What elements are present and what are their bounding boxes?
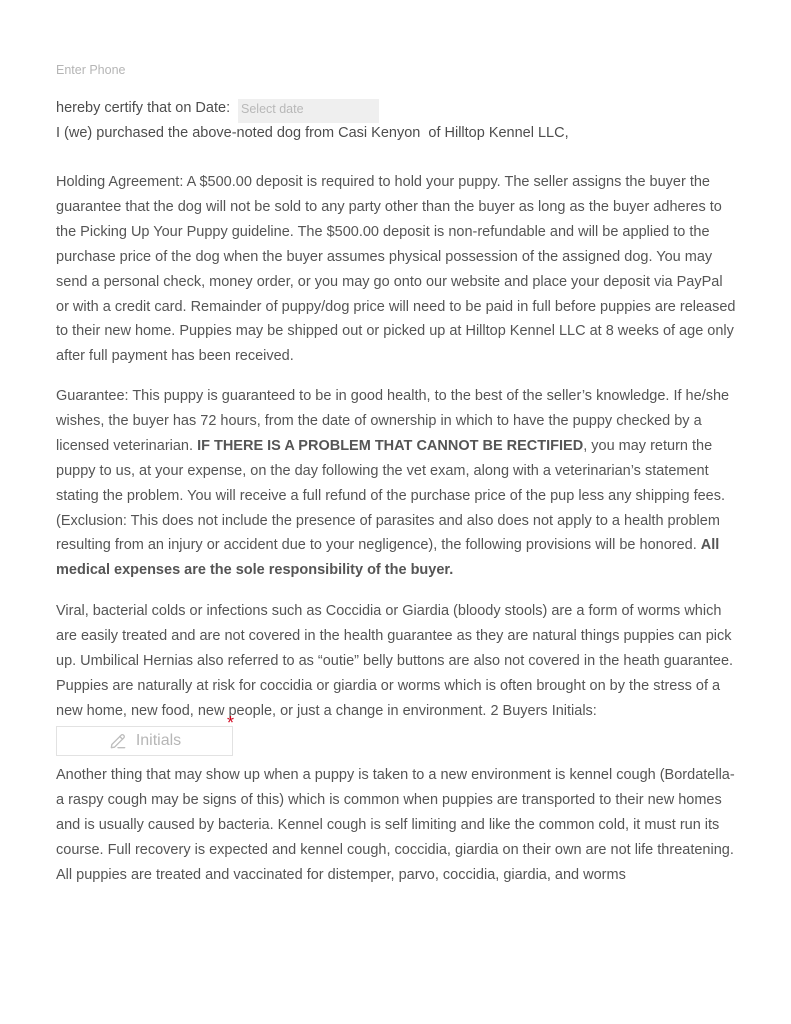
guarantee-bold-rectified: IF THERE IS A PROBLEM THAT CANNOT BE RECTIFIED [197,437,584,454]
date-picker-field[interactable]: Select date [238,99,379,123]
pen-icon [108,731,128,751]
guarantee-text-part-2: , you may return the puppy to us, at your expense, on the day following the vet exam, along with a veterinarian’s statement stating the problem. You will receive a full refund of the purchase price of the pup less any shipping fees. (Exclusion: This does not include the presence of parasites and also does not apply to a health problem resulting from an injury or accident due to your negligence), the following provisions will be honored. [56,437,726,554]
kennel-cough-paragraph: Another thing that may show up when a puppy is taken to a new environment is kennel cough (Bordatella- a raspy cough may be signs of this) which is common when puppies are transported to their new homes and is usually caused by bacteria. Kennel cough is self limiting and like the common cold, it must run its course. Full recovery is expected and kennel cough, coccidia, giardia on their own are not life threatening. All puppies are treated and vaccinated for distemper, parvo, coccidia, giardia, and worms [56,767,735,883]
holding-agreement-paragraph: Holding Agreement: A $500.00 deposit is required to hold your puppy. The seller assigns the buyer the guarantee that the dog will not be sold to any party other than the buyer as long as the buyer adheres to the Picking Up Your Puppy guideline. The $500.00 deposit is non-refundable and will be applied to the purchase price of the dog when the buyer assumes physical possession of the assigned dog. You may send a personal check, money order, or you may go onto our website and place your deposit via PayPal or with a credit card. Remainder of puppy/dog price will need to be paid in full before puppies are released to their new home. Puppies may be shipped out or picked up at Hilltop Kennel LLC at 8 weeks of age only after full payment has been received. [56,174,736,365]
buyer-initials-field[interactable] [56,726,233,756]
initials-placeholder: Initials [135,732,182,749]
phone-field[interactable]: Enter Phone [56,63,126,77]
required-asterisk: * [227,713,235,733]
guarantee-text-part-1: Guarantee: This puppy is guaranteed to be in good health, to the best of the seller’s knowledge. If he/she wishes, the buyer has 72 hours, from the date of ownership in which to have the puppy checked by a licensed veterinarian. [56,388,730,454]
guarantee-paragraph [56,384,736,583]
purchase-statement: I (we) purchased the above-noted dog from Casi Kenyon of Hilltop Kennel LLC, [56,125,569,141]
viral-infections-paragraph: Viral, bacterial colds or infections such as Coccidia or Giardia (bloody stools) are a form of worms which are easily treated and are not covered in the health guarantee as they are natural things puppies can pick up. Umbilical Hernias also referred to as “outie” belly buttons are also not covered in the heath guarantee. Puppies are naturally at risk for coccidia or giardia or worms which is often brought on by the stress of a new home, new food, new people, or just a change in environment. 2 Buyers Initials: [56,603,734,719]
guarantee-bold-medical-expenses: All medical expenses are the sole responsibility of the buyer. [56,537,720,579]
certify-date-label: hereby certify that on Date: [56,100,231,116]
